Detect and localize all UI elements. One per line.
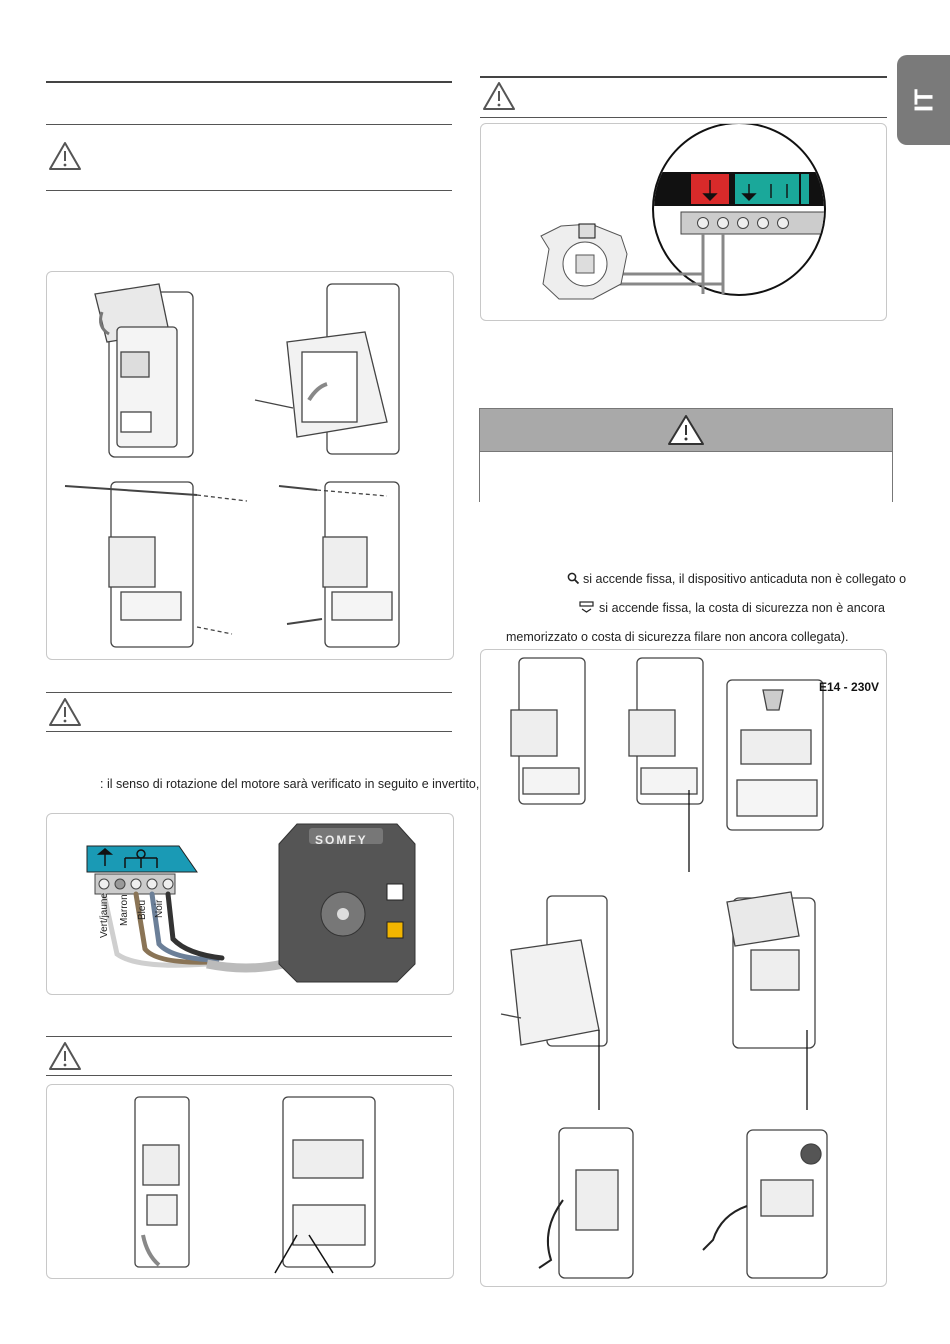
warning-rule-bottom [46, 731, 452, 732]
cable-routing-figure [46, 1084, 454, 1279]
power-label: E14 - 230V [819, 680, 880, 694]
cable-routing-illustration [47, 1085, 453, 1278]
cover-removal-illustration [47, 272, 453, 659]
warning-triangle-icon [48, 697, 82, 727]
cover-removal-figure [46, 271, 454, 660]
caution-box [479, 408, 893, 502]
wire-label-vert-jaune: Vert/jaune [99, 892, 110, 938]
anticaduta-wiring-figure [480, 123, 887, 321]
warning-rule-top [46, 1036, 452, 1037]
status-line-safety-edge: si accende fissa, la costa di sicurezza non è ancora [599, 601, 885, 615]
brand-logo: SOMFY [315, 833, 368, 847]
magnifier-icon [567, 572, 580, 585]
warning-triangle-icon [48, 141, 82, 171]
caution-box-body [480, 451, 892, 502]
language-tab[interactable] [897, 55, 950, 145]
warning-rule-top [46, 124, 452, 125]
wire-label-bleu: Bleu [137, 899, 148, 920]
power-connection-figure [480, 649, 887, 1287]
caution-box-header [480, 409, 892, 451]
warning-triangle-icon [482, 81, 516, 111]
section-rule [46, 81, 452, 83]
warning-rule-bottom [480, 117, 887, 118]
warning-triangle-icon [667, 414, 705, 446]
warning-rule-top [46, 692, 452, 693]
warning-triangle-icon [48, 1041, 82, 1071]
anticaduta-wiring-diagram [481, 124, 886, 320]
motor-rotation-note: : il senso di rotazione del motore sarà verificato in seguito e invertito, [100, 777, 480, 791]
wire-label-noir: Noir [154, 899, 165, 918]
power-connection-illustration [481, 650, 886, 1286]
wire-label-marron: Marron [119, 894, 130, 926]
status-line-anticaduta: si accende fissa, il dispositivo anticaduta non è collegato o [583, 572, 907, 586]
warning-rule-bottom [46, 190, 452, 191]
safety-edge-icon [579, 601, 594, 613]
warning-rule-bottom [46, 1075, 452, 1076]
motor-wiring-figure [46, 813, 454, 995]
status-line-memorized: memorizzato o costa di sicurezza filare non ancora collegata). [506, 630, 849, 644]
section-rule [480, 76, 887, 78]
language-tab-label: IT [908, 88, 939, 113]
